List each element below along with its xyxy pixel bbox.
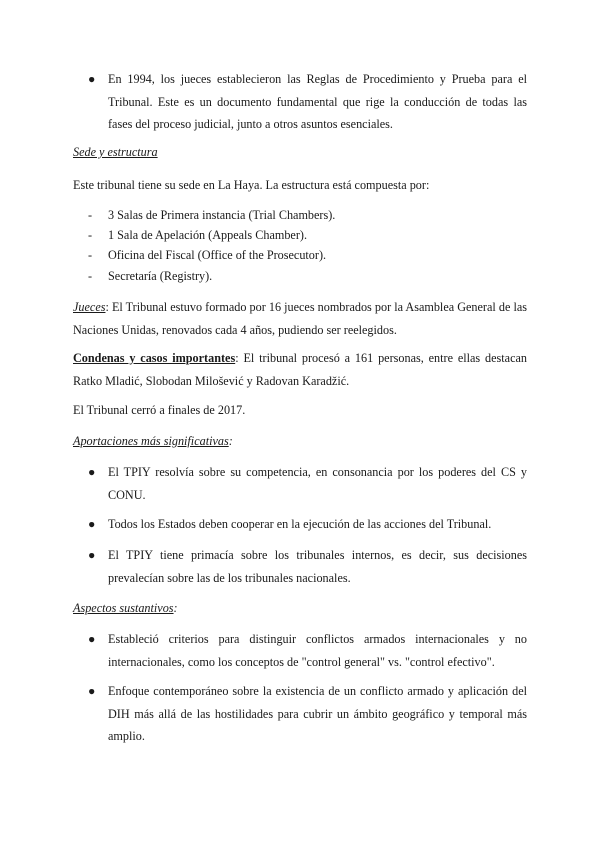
bullet-text: Estableció criterios para distinguir conflictos armados internacionales y no internacionales, como los conceptos de "control general" vs. "control efectivo". bbox=[108, 632, 527, 669]
list-item-text: 3 Salas de Primera instancia (Trial Chambers). bbox=[108, 208, 336, 222]
condenas-paragraph bbox=[73, 347, 527, 392]
list-item-text: Oficina del Fiscal (Office of the Prosecutor). bbox=[108, 248, 327, 262]
list-item bbox=[88, 461, 527, 506]
bullet-text: Todos los Estados deben cooperar en la ejecución de las acciones del Tribunal. bbox=[108, 517, 492, 531]
dash-icon: - bbox=[88, 248, 93, 262]
sede-intro: Este tribunal tiene su sede en La Haya. La estructura está compuesta por: bbox=[73, 178, 430, 192]
list-item-text: 1 Sala de Apelación (Appeals Chamber). bbox=[108, 228, 307, 242]
bullet-icon: ● bbox=[88, 632, 96, 646]
list-item bbox=[88, 225, 307, 245]
list-item bbox=[88, 680, 527, 748]
bullet-text: El TPIY resolvía sobre su competencia, en consonancia por los poderes del CS y CONU. bbox=[108, 465, 527, 502]
jueces-label: Jueces bbox=[73, 300, 106, 314]
bullet-icon: ● bbox=[88, 517, 96, 531]
list-item bbox=[88, 205, 335, 225]
dash-icon: - bbox=[88, 269, 93, 283]
dash-icon: - bbox=[88, 208, 93, 222]
jueces-paragraph bbox=[73, 296, 527, 341]
bullet-text: El TPIY tiene primacía sobre los tribunales internos, es decir, sus decisiones prevalecían sobre las de los tribunales nacionales. bbox=[108, 548, 527, 585]
bullet-icon: ● bbox=[88, 548, 96, 562]
bullet-icon: ● bbox=[88, 684, 96, 698]
dash-icon: - bbox=[88, 228, 93, 242]
list-item bbox=[88, 245, 326, 265]
section-heading-aspectos: Aspectos sustantivos: bbox=[73, 601, 178, 615]
bullet-text: Enfoque contemporáneo sobre la existencia de un conflicto armado y aplicación del DIH más allá de las hostilidades para cubrir un ámbito geográfico y temporal más amplio. bbox=[108, 684, 527, 743]
cierre-paragraph: El Tribunal cerró a finales de 2017. bbox=[73, 403, 246, 417]
bullet-icon: ● bbox=[88, 465, 96, 479]
list-item bbox=[88, 266, 212, 286]
jueces-text: : El Tribunal estuvo formado por 16 jueces nombrados por la Asamblea General de las Naciones Unidas, renovados cada 4 años, pudiendo ser reelegidos. bbox=[73, 300, 527, 337]
section-heading-sede: Sede y estructura bbox=[73, 145, 158, 159]
condenas-text: : El tribunal procesó a 161 personas, entre ellas destacan Ratko Mladić, Slobodan Milošević y Radovan Karadžić. bbox=[73, 351, 527, 388]
bullet-text: En 1994, los jueces establecieron las Reglas de Procedimiento y Prueba para el Tribunal. Este es un documento fundamental que rige la conducción de todas las fases del proceso judicial, junto a otros asuntos esenciales. bbox=[108, 72, 527, 131]
list-item bbox=[88, 513, 527, 536]
list-item bbox=[88, 68, 527, 136]
list-item bbox=[88, 628, 527, 673]
section-heading-aportaciones: Aportaciones más significativas: bbox=[73, 434, 233, 448]
list-item-text: Secretaría (Registry). bbox=[108, 269, 213, 283]
condenas-label: Condenas y casos importantes bbox=[73, 351, 236, 365]
list-item bbox=[88, 544, 527, 589]
bullet-icon: ● bbox=[88, 72, 96, 86]
